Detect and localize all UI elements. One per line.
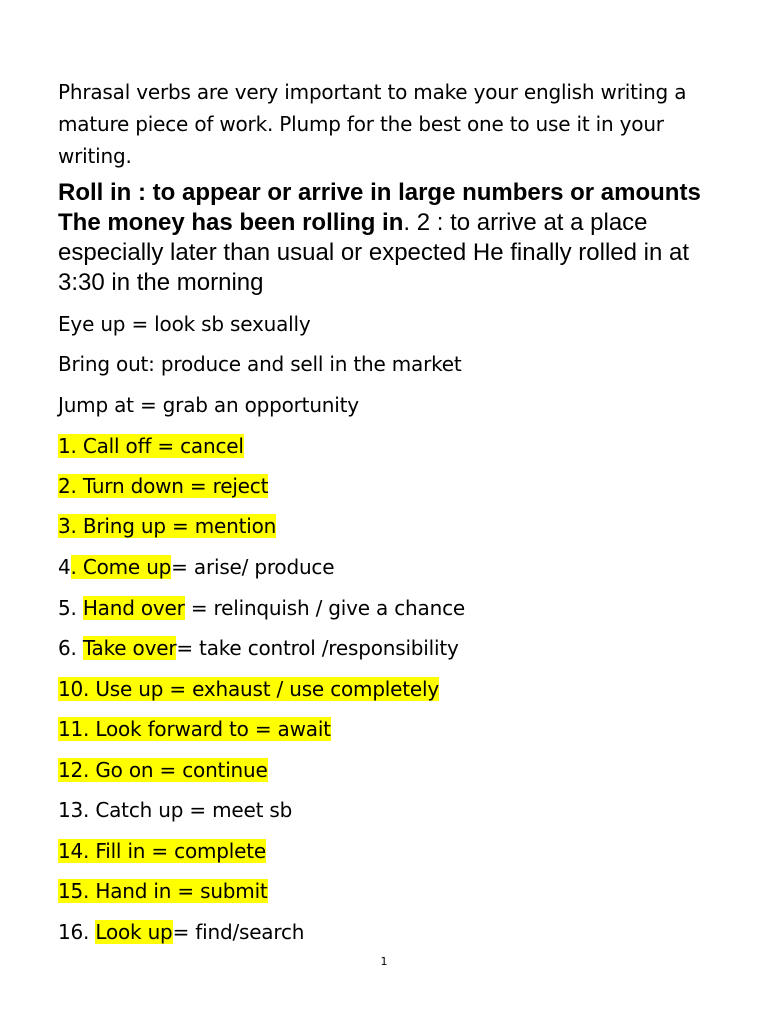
- line-highlight: Hand over: [82, 596, 185, 620]
- phrasal-verb-line: [58, 349, 462, 379]
- line-highlight: 14. Fill in = complete: [58, 839, 266, 863]
- line-suffix: Eye up = look sb sexually: [58, 312, 311, 336]
- phrasal-verb-line: [58, 593, 465, 623]
- roll-in-bold-text: Roll in : to appear or arrive in large numbers or amounts The money has been rolling in: [58, 179, 701, 236]
- line-highlight: Take over: [82, 636, 177, 660]
- line-highlight: 2. Turn down = reject: [58, 474, 269, 498]
- phrasal-verb-line: [58, 633, 459, 663]
- line-highlight: 1. Call off = cancel: [58, 434, 244, 458]
- line-suffix: = relinquish / give a chance: [184, 596, 465, 620]
- phrasal-verb-line: [58, 552, 334, 582]
- line-highlight: 10. Use up = exhaust / use completely: [58, 677, 440, 701]
- line-highlight: . Come up: [70, 555, 172, 579]
- phrasal-verb-line: [58, 390, 359, 420]
- line-suffix: = take control /responsibility: [176, 636, 459, 660]
- line-suffix: = arise/ produce: [171, 555, 335, 579]
- roll-in-definition: [58, 178, 738, 298]
- line-highlight: 15. Hand in = submit: [58, 879, 268, 903]
- phrasal-verb-line: [58, 836, 266, 866]
- phrasal-verb-line: [58, 674, 439, 704]
- phrasal-verb-line: [58, 309, 311, 339]
- line-suffix: Bring out: produce and sell in the market: [58, 352, 462, 376]
- phrasal-verb-line: [58, 755, 268, 785]
- line-highlight: 12. Go on = continue: [58, 758, 268, 782]
- phrasal-verb-line: [58, 511, 276, 541]
- phrasal-verb-line: [58, 876, 268, 906]
- phrasal-verb-line: [58, 471, 268, 501]
- phrasal-verb-line: [58, 714, 331, 744]
- line-prefix: 16.: [58, 920, 96, 944]
- phrasal-verb-line: [58, 795, 292, 825]
- line-highlight: Look up: [95, 920, 173, 944]
- line-suffix: = find/search: [172, 920, 305, 944]
- page-number: 1: [380, 955, 388, 968]
- phrasal-verb-line: [58, 917, 304, 947]
- intro-paragraph: Phrasal verbs are very important to make your english writing a mature piece of work. Plump for the best one to use it in your writing.: [58, 80, 687, 168]
- phrasal-verb-line: [58, 431, 244, 461]
- roll-in-continued-text: . 2 : to arrive at a place especially later than usual or expected He finally rolled in at 3:30 in the morning: [58, 209, 690, 296]
- line-suffix: Jump at = grab an opportunity: [58, 393, 359, 417]
- line-prefix: 4: [58, 555, 71, 579]
- line-prefix: 5.: [58, 596, 83, 620]
- line-highlight: 3. Bring up = mention: [58, 514, 277, 538]
- line-prefix: 6.: [58, 636, 83, 660]
- line-suffix: 13. Catch up = meet sb: [58, 798, 293, 822]
- line-highlight: 11. Look forward to = await: [58, 717, 331, 741]
